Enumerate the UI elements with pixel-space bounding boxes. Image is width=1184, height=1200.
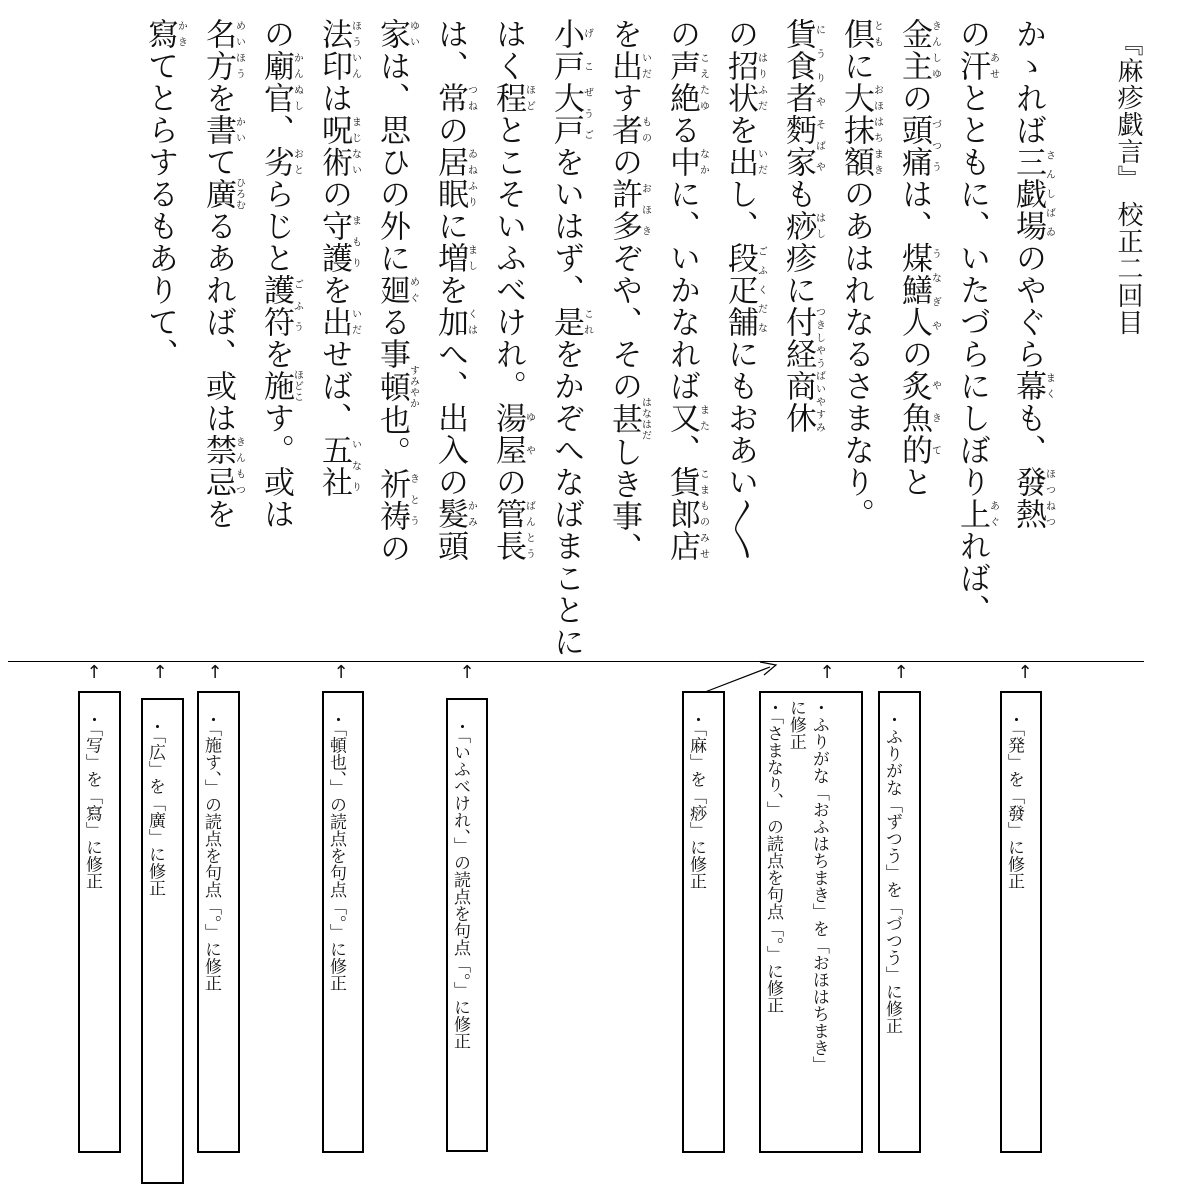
text-column-8: を出いだす者ものの許多おほきぞや、その甚はなはだしき事、 (606, 18, 651, 564)
note-text: ・「いふべけれ、」の読点を句点「。」に修正 (449, 718, 470, 1050)
divider-line (8, 661, 1144, 662)
page-title: 『麻疹戯言』 校正二回目 (1113, 30, 1143, 337)
up-arrow-icon: ↑ (86, 662, 102, 683)
note-text: ・「広」を「廣」に修正 (144, 718, 165, 897)
note-text (761, 693, 835, 1073)
correction-note-1 (1000, 691, 1042, 1153)
note-text: ・「写」を「寫」に修正 (81, 711, 102, 890)
up-arrow-icon: ↑ (333, 662, 349, 683)
note-text: ・「発」を「發」に修正 (1003, 711, 1024, 890)
up-arrow-icon: ↑ (207, 662, 223, 683)
correction-note-4 (682, 691, 725, 1153)
up-arrow-icon: ↑ (819, 662, 835, 683)
text-column-3: 金主きんしゆの頭痛づつうは、煤鱔人うなぎやの炙魚的やきてと (896, 18, 941, 498)
correction-note-9 (78, 691, 121, 1153)
text-column-2: の汗あせとともに、いたづらにしぼり上あぐれば、 (954, 18, 999, 626)
correction-note-7 (197, 691, 240, 1153)
note-text: ・「麻」を「痧」に修正 (685, 711, 706, 890)
text-column-12: 家ゆいは、思ひの外に廻めぐる事頓すみやか也。祈祷きとうの (374, 18, 419, 564)
note-text: ・ふりがな「ずつう」を「づつう」に修正 (881, 711, 902, 1034)
correction-note-2 (878, 691, 921, 1153)
text-column-11: は、常つねの居眠ゐねふりに増ましを加くはへ、出入の髮かみ頭 (432, 18, 477, 562)
note-line: ・ふりがな「おふはちまき」を「おほはちまき」 (808, 699, 829, 1073)
correction-note-3 (759, 691, 863, 1153)
up-arrow-icon: ↑ (893, 662, 909, 683)
correction-note-5 (446, 698, 488, 1152)
text-column-6: の招状はりふだを出いだし、段疋舗ごふくだなにもおあい〳〵 (722, 18, 767, 561)
note-text: ・「頓也、」の読点を句点「。」に修正 (325, 711, 346, 992)
text-column-1: かゝれば三戯場さんしばゐのやぐら幕まくも、發熱ほつねつ (1010, 18, 1055, 530)
correction-note-6 (322, 691, 364, 1153)
correction-note-8 (141, 698, 184, 1184)
up-arrow-icon: ↑ (459, 662, 475, 683)
text-column-7: の声こえ絶たゆる中なかに、いかなれば又また、貨郎店こまものみせ (664, 18, 709, 562)
text-column-10: はく程ほどとこそいふべけれ。湯屋ゆやの管長ばんとう (490, 18, 535, 562)
note-line: に修正 (785, 699, 806, 750)
text-column-14: の廟官かんぬし、劣おとらじと護符ごふうを施ほどこす。或は (258, 18, 303, 530)
text-column-9: 小戸げこ大戸ぜうごをいはず、是これをかぞへなばまことに (548, 18, 593, 658)
note-line: ・「さまなり、」の読点を句点「。」に修正 (762, 699, 783, 1014)
text-column-16: 寫かきてとらするもありて、 (142, 18, 187, 370)
note-text: ・「施す、」の読点を句点「。」に修正 (200, 711, 221, 992)
text-column-5: 貨食者にうりや麪家そばやも痧はし疹に付経商休つきしやうばいやすみ (780, 18, 825, 434)
up-arrow-icon: ↑ (1017, 662, 1033, 683)
up-arrow-icon: ↑ (152, 662, 168, 683)
text-column-15: 名方めいほうを書かいて廣ひろむるあれば、或は禁忌きんもつを (200, 18, 245, 530)
text-column-13: 法印ほういんは呪術まじないの守護まもりを出いだせば、五社いなり (316, 18, 361, 498)
text-column-4: 倶ともに大抹額おほはちまきのあはれなるさまなり。 (838, 18, 883, 530)
